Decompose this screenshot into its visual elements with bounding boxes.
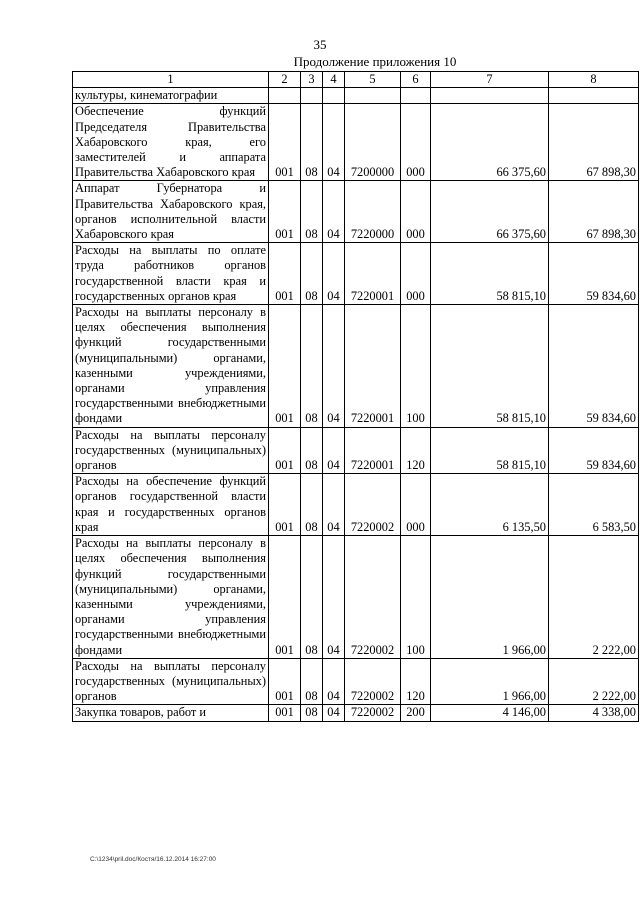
column-header-6: 6 bbox=[401, 72, 431, 88]
cell-c8: 2 222,00 bbox=[549, 658, 639, 705]
continuation-note: Продолжение приложения 10 bbox=[293, 54, 457, 69]
cell-c4: 04 bbox=[323, 536, 345, 659]
row-name-cell: Расходы на выплаты персоналу государственных (муниципальных) органов bbox=[73, 658, 269, 705]
row-name-cell: Расходы на выплаты по оплате труда работников органов государственной власти края и государственных органов края bbox=[73, 243, 269, 305]
cell-c8: 2 222,00 bbox=[549, 536, 639, 659]
cell-c2: 001 bbox=[269, 243, 301, 305]
cell-c4: 04 bbox=[323, 658, 345, 705]
cell-c4: 04 bbox=[323, 427, 345, 474]
cell-c3: 08 bbox=[301, 427, 323, 474]
table-row bbox=[73, 305, 639, 428]
table-row bbox=[73, 181, 639, 243]
table-row bbox=[73, 427, 639, 474]
cell-c6: 000 bbox=[401, 181, 431, 243]
table-row bbox=[73, 658, 639, 705]
table-row bbox=[73, 104, 639, 181]
continued-row bbox=[73, 88, 639, 104]
cell-c8: 4 338,00 bbox=[549, 705, 639, 721]
cell-c2: 001 bbox=[269, 104, 301, 181]
column-header-2: 2 bbox=[269, 72, 301, 88]
cell-c6: 200 bbox=[401, 705, 431, 721]
cell-c6: 000 bbox=[401, 474, 431, 536]
cell-c2: 001 bbox=[269, 658, 301, 705]
cell-c4: 04 bbox=[323, 181, 345, 243]
continued-name-cell: культуры, кинематографии bbox=[73, 88, 269, 104]
cell-c2: 001 bbox=[269, 427, 301, 474]
column-header-3: 3 bbox=[301, 72, 323, 88]
cell-c5: 7220002 bbox=[345, 536, 401, 659]
cell-c3: 08 bbox=[301, 658, 323, 705]
cell-c3: 08 bbox=[301, 181, 323, 243]
cell-c4: 04 bbox=[323, 705, 345, 721]
column-header-5: 5 bbox=[345, 72, 401, 88]
cell-c7: 1 966,00 bbox=[431, 658, 549, 705]
cell-c2: 001 bbox=[269, 181, 301, 243]
cell-c2: 001 bbox=[269, 305, 301, 428]
column-header-1: 1 bbox=[73, 72, 269, 88]
table-row bbox=[73, 705, 639, 721]
cell-c3: 08 bbox=[301, 104, 323, 181]
cell-c8: 6 583,50 bbox=[549, 474, 639, 536]
cell-c7: 66 375,60 bbox=[431, 181, 549, 243]
cell-c7: 1 966,00 bbox=[431, 536, 549, 659]
cell-c7: 66 375,60 bbox=[431, 104, 549, 181]
cell-c5: 7220001 bbox=[345, 243, 401, 305]
budget-table bbox=[72, 71, 639, 722]
column-header-4: 4 bbox=[323, 72, 345, 88]
cell-c7: 6 135,50 bbox=[431, 474, 549, 536]
cell-c6: 000 bbox=[401, 104, 431, 181]
cell-c2: 001 bbox=[269, 536, 301, 659]
table-row bbox=[73, 474, 639, 536]
cell-c3: 08 bbox=[301, 705, 323, 721]
cell-c2: 001 bbox=[269, 705, 301, 721]
cell-c5: 7200000 bbox=[345, 104, 401, 181]
table-row bbox=[73, 243, 639, 305]
cell-c5: 7220001 bbox=[345, 305, 401, 428]
cell-c6: 120 bbox=[401, 658, 431, 705]
cell-c4: 04 bbox=[323, 104, 345, 181]
file-path-footer: C:\1234\pril.doc/Костя/16.12.2014 16:27:00 bbox=[90, 856, 216, 863]
cell-c8: 59 834,60 bbox=[549, 243, 639, 305]
cell-c2: 001 bbox=[269, 474, 301, 536]
cell-c6: 000 bbox=[401, 243, 431, 305]
cell-c3: 08 bbox=[301, 305, 323, 428]
row-name-cell: Расходы на выплаты персоналу в целях обеспечения выполнения функций государственными (муниципальными) органами, казенными учреждениями, органами управления государственными внебюджетными фондами bbox=[73, 536, 269, 659]
row-name-cell: Закупка товаров, работ и bbox=[73, 705, 269, 721]
row-name-cell: Аппарат Губернатора и Правительства Хабаровского края, органов исполнительной власти Хабаровского края bbox=[73, 181, 269, 243]
cell-c3: 08 bbox=[301, 536, 323, 659]
column-header-row bbox=[73, 72, 639, 88]
cell-c4: 04 bbox=[323, 243, 345, 305]
cell-c6: 100 bbox=[401, 305, 431, 428]
cell-c3: 08 bbox=[301, 243, 323, 305]
cell-c7: 58 815,10 bbox=[431, 427, 549, 474]
column-header-7: 7 bbox=[431, 72, 549, 88]
row-name-cell: Расходы на выплаты персоналу в целях обеспечения выполнения функций государственными (муниципальными) органами, казенными учреждениями, органами управления государственными внебюджетными фондами bbox=[73, 305, 269, 428]
cell-c5: 7220001 bbox=[345, 427, 401, 474]
cell-c4: 04 bbox=[323, 474, 345, 536]
cell-c8: 67 898,30 bbox=[549, 181, 639, 243]
cell-c7: 58 815,10 bbox=[431, 243, 549, 305]
cell-c8: 67 898,30 bbox=[549, 104, 639, 181]
table-row bbox=[73, 536, 639, 659]
column-header-8: 8 bbox=[549, 72, 639, 88]
cell-c8: 59 834,60 bbox=[549, 427, 639, 474]
cell-c5: 7220002 bbox=[345, 658, 401, 705]
cell-c3: 08 bbox=[301, 474, 323, 536]
cell-c5: 7220002 bbox=[345, 474, 401, 536]
row-name-cell: Обеспечение функций Председателя Правительства Хабаровского края, его заместителей и аппарата Правительства Хабаровского края bbox=[73, 104, 269, 181]
cell-c6: 120 bbox=[401, 427, 431, 474]
cell-c8: 59 834,60 bbox=[549, 305, 639, 428]
cell-c7: 4 146,00 bbox=[431, 705, 549, 721]
cell-c7: 58 815,10 bbox=[431, 305, 549, 428]
cell-c5: 7220000 bbox=[345, 181, 401, 243]
cell-c5: 7220002 bbox=[345, 705, 401, 721]
row-name-cell: Расходы на выплаты персоналу государственных (муниципальных) органов bbox=[73, 427, 269, 474]
cell-c6: 100 bbox=[401, 536, 431, 659]
row-name-cell: Расходы на обеспечение функций органов государственной власти края и государственных органов края bbox=[73, 474, 269, 536]
cell-c4: 04 bbox=[323, 305, 345, 428]
page-number: 35 bbox=[313, 37, 327, 52]
